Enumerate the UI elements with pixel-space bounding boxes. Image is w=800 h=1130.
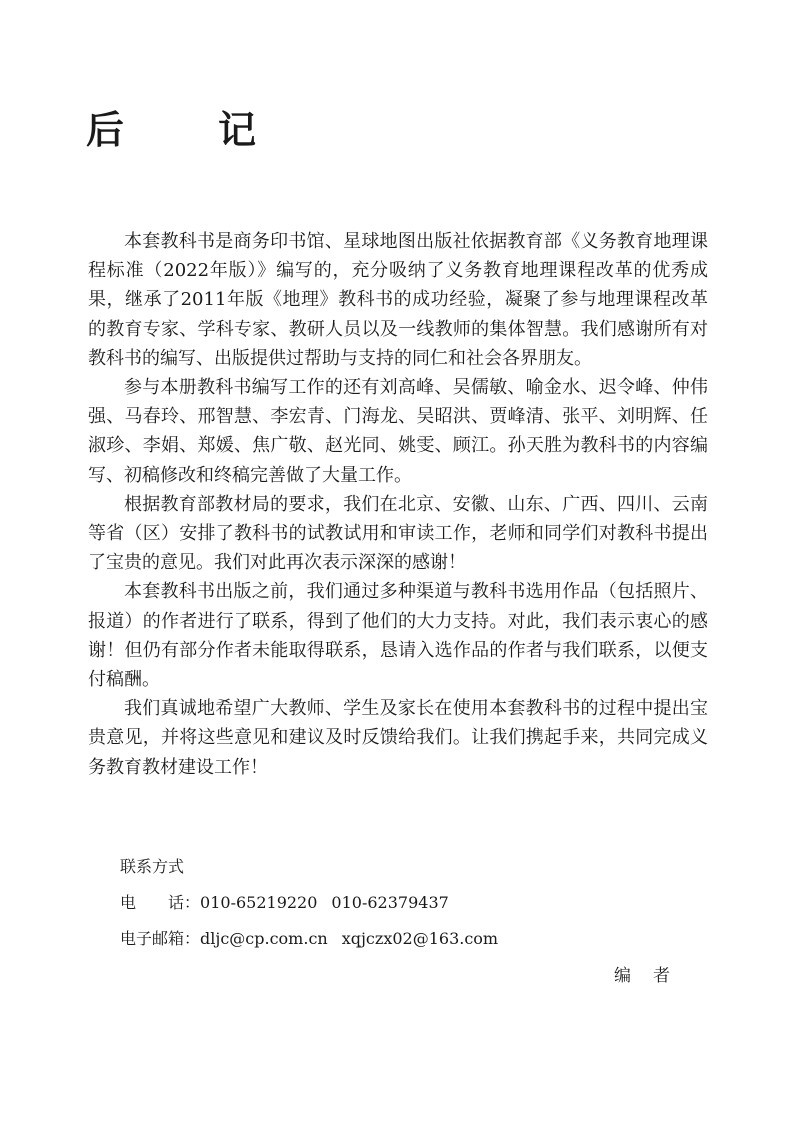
phone-row (120, 885, 498, 921)
phone-number-2: 010-62379437 (331, 893, 449, 912)
email-row (120, 921, 498, 957)
paragraph-1: 本套教科书是商务印书馆、星球地图出版社依据教育部《义务教育地理课程标准（2022年版）》编写的，充分吸纳了义务教育地理课程改革的优秀成果，继承了2011年版《地理》教科书的成功经验，凝聚了参与地理课程改革的教育专家、学科专家、教研人员以及一线教师的集体智慧。我们感谢所有对教科书的编写、出版提供过帮助与支持的同仁和社会各界朋友。 (88, 231, 708, 369)
phone-number-1: 010-65219220 (200, 893, 318, 912)
paragraph-2: 参与本册教科书编写工作的还有刘高峰、吴儒敏、喻金水、迟令峰、仲伟强、马春玲、邢智慧、李宏青、门海龙、吴昭洪、贾峰清、张平、刘明辉、任淑珍、李娟、郑媛、焦广敬、赵光同、姚雯、顾江。孙天胜为教科书的内容编写、初稿修改和终稿完善做了大量工作。 (88, 377, 708, 486)
page-title: 后 记 (86, 108, 285, 152)
paragraph-4: 本套教科书出版之前，我们通过多种渠道与教科书选用作品（包括照片、报道）的作者进行了联系，得到了他们的大力支持。对此，我们表示衷心的感谢！但仍有部分作者未能取得联系，恳请入选作品的作者与我们联系，以便支付稿酬。 (88, 581, 708, 691)
email-address-2: xqjczx02@163.com (341, 929, 499, 948)
contact-info (120, 849, 498, 957)
paragraph-5: 我们真诚地希望广大教师、学生及家长在使用本套教科书的过程中提出宝贵意见，并将这些意见和建议及时反馈给我们。让我们携起手来，共同完成义务教育教材建设工作！ (88, 698, 708, 778)
email-address-1: dljc@cp.com.cn (200, 929, 328, 948)
email-label: 电子邮箱： (120, 929, 201, 948)
contact-heading: 联系方式 (120, 857, 185, 876)
afterword-body (88, 227, 708, 782)
phone-label-first: 电 (120, 893, 169, 912)
phone-label-rest: 话： (168, 893, 201, 912)
paragraph-3: 根据教育部教材局的要求，我们在北京、安徽、山东、广西、四川、云南等省（区）安排了教科书的试教试用和审读工作，老师和同学们对教科书提出了宝贵的意见。我们对此再次表示深深的感谢！ (88, 493, 708, 574)
editor-signature: 编者 (614, 966, 692, 986)
